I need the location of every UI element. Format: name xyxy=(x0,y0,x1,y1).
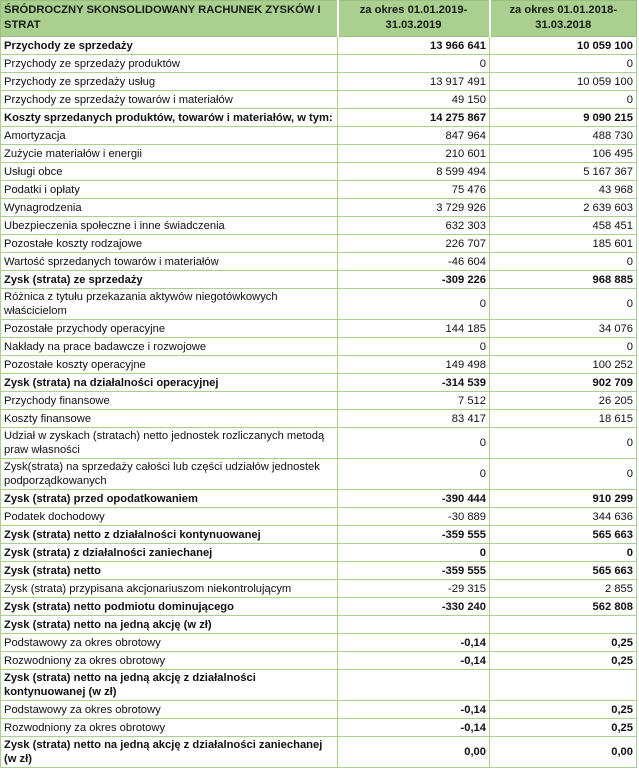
table-row xyxy=(1,320,637,338)
row-label: Przychody ze sprzedaży usług xyxy=(1,73,338,91)
row-label: Podstawowy za okres obrotowy xyxy=(1,701,338,719)
row-value-2018: 0 xyxy=(490,338,637,356)
row-value-2018: 0 xyxy=(490,253,637,271)
row-value-2018: 344 636 xyxy=(490,508,637,526)
row-label: Ubezpieczenia społeczne i inne świadczenia xyxy=(1,217,338,235)
row-value-2019: 144 185 xyxy=(338,320,490,338)
row-value-2018: 488 730 xyxy=(490,127,637,145)
header-label: ŚRÓDROCZNY SKONSOLIDOWANY RACHUNEK ZYSKÓW I STRAT xyxy=(1,1,338,37)
row-value-2018: 2 639 603 xyxy=(490,199,637,217)
table-row xyxy=(1,670,637,701)
row-value-2019: -30 889 xyxy=(338,508,490,526)
table-row xyxy=(1,127,637,145)
row-value-2019: 149 498 xyxy=(338,356,490,374)
row-value-2018: 0,25 xyxy=(490,701,637,719)
row-label: Zysk (strata) netto xyxy=(1,562,338,580)
row-value-2018: 0 xyxy=(490,544,637,562)
table-row xyxy=(1,719,637,737)
row-value-2019: -29 315 xyxy=(338,580,490,598)
table-row xyxy=(1,598,637,616)
row-value-2019: -330 240 xyxy=(338,598,490,616)
row-value-2019: 210 601 xyxy=(338,145,490,163)
row-value-2018 xyxy=(490,670,637,701)
table-row xyxy=(1,289,637,320)
table-row xyxy=(1,145,637,163)
table-row xyxy=(1,37,637,55)
table-body xyxy=(1,37,637,768)
row-label: Przychody ze sprzedaży produktów xyxy=(1,55,338,73)
row-value-2018: 185 601 xyxy=(490,235,637,253)
table-row xyxy=(1,562,637,580)
row-label: Zysk (strata) netto z działalności kontynuowanej xyxy=(1,526,338,544)
row-value-2018: 100 252 xyxy=(490,356,637,374)
table-row xyxy=(1,217,637,235)
row-label: Rozwodniony za okres obrotowy xyxy=(1,652,338,670)
row-label: Podatek dochodowy xyxy=(1,508,338,526)
table-row xyxy=(1,526,637,544)
row-value-2019: 13 917 491 xyxy=(338,73,490,91)
row-value-2018: 458 451 xyxy=(490,217,637,235)
row-value-2018: 0 xyxy=(490,91,637,109)
row-value-2018: 9 090 215 xyxy=(490,109,637,127)
row-label: Pozostałe koszty operacyjne xyxy=(1,356,338,374)
row-value-2018: 10 059 100 xyxy=(490,73,637,91)
table-row xyxy=(1,701,637,719)
row-value-2019: 3 729 926 xyxy=(338,199,490,217)
table-row xyxy=(1,109,637,127)
row-value-2019: 0,00 xyxy=(338,737,490,768)
row-value-2019: 0 xyxy=(338,428,490,459)
row-value-2019 xyxy=(338,670,490,701)
row-value-2018: 565 663 xyxy=(490,562,637,580)
row-value-2019: -0,14 xyxy=(338,652,490,670)
row-value-2018: 106 495 xyxy=(490,145,637,163)
row-label: Usługi obce xyxy=(1,163,338,181)
row-value-2019: 632 303 xyxy=(338,217,490,235)
row-value-2018: 0,25 xyxy=(490,719,637,737)
row-value-2019: -314 539 xyxy=(338,374,490,392)
row-value-2019: 14 275 867 xyxy=(338,109,490,127)
row-label: Zysk (strata) na działalności operacyjnej xyxy=(1,374,338,392)
header-period-2018: za okres 01.01.2018-31.03.2018 xyxy=(490,1,637,37)
table-row xyxy=(1,181,637,199)
row-label: Wartość sprzedanych towarów i materiałów xyxy=(1,253,338,271)
row-label: Amortyzacja xyxy=(1,127,338,145)
row-value-2018: 43 968 xyxy=(490,181,637,199)
table-row xyxy=(1,55,637,73)
row-label: Przychody ze sprzedaży towarów i materiałów xyxy=(1,91,338,109)
table-row xyxy=(1,73,637,91)
row-value-2018: 34 076 xyxy=(490,320,637,338)
row-label: Zysk (strata) netto na jedną akcję z działalności zaniechanej (w zł) xyxy=(1,737,338,768)
row-value-2018: 0,25 xyxy=(490,652,637,670)
row-label: Pozostałe przychody operacyjne xyxy=(1,320,338,338)
row-value-2018: 562 808 xyxy=(490,598,637,616)
row-label: Podstawowy za okres obrotowy xyxy=(1,634,338,652)
row-label: Pozostałe koszty rodzajowe xyxy=(1,235,338,253)
row-value-2019: -0,14 xyxy=(338,701,490,719)
table-row xyxy=(1,428,637,459)
header-row xyxy=(1,1,637,37)
row-value-2019 xyxy=(338,616,490,634)
row-value-2018: 2 855 xyxy=(490,580,637,598)
table-row xyxy=(1,737,637,768)
row-value-2019: 83 417 xyxy=(338,410,490,428)
row-label: Zysk (strata) ze sprzedaży xyxy=(1,271,338,289)
row-value-2018: 0,25 xyxy=(490,634,637,652)
row-value-2019: 75 476 xyxy=(338,181,490,199)
row-value-2018: 0 xyxy=(490,428,637,459)
row-value-2019: -0,14 xyxy=(338,719,490,737)
table-row xyxy=(1,616,637,634)
row-label: Zużycie materiałów i energii xyxy=(1,145,338,163)
row-value-2019: 13 966 641 xyxy=(338,37,490,55)
row-value-2019: -46 604 xyxy=(338,253,490,271)
row-label: Zysk (strata) netto na jedną akcję (w zł) xyxy=(1,616,338,634)
row-label: Koszty finansowe xyxy=(1,410,338,428)
row-value-2018: 0,00 xyxy=(490,737,637,768)
row-value-2018: 565 663 xyxy=(490,526,637,544)
row-label: Zysk (strata) z działalności zaniechanej xyxy=(1,544,338,562)
table-row xyxy=(1,374,637,392)
table-row xyxy=(1,580,637,598)
row-value-2019: 0 xyxy=(338,338,490,356)
table-row xyxy=(1,459,637,490)
row-value-2019: 7 512 xyxy=(338,392,490,410)
row-value-2019: 226 707 xyxy=(338,235,490,253)
row-value-2019: 0 xyxy=(338,459,490,490)
row-value-2019: -359 555 xyxy=(338,562,490,580)
row-value-2018: 910 299 xyxy=(490,490,637,508)
table-row xyxy=(1,652,637,670)
table-row xyxy=(1,253,637,271)
row-value-2019: 0 xyxy=(338,289,490,320)
row-label: Przychody finansowe xyxy=(1,392,338,410)
row-value-2019: -359 555 xyxy=(338,526,490,544)
table-row xyxy=(1,356,637,374)
row-label: Koszty sprzedanych produktów, towarów i materiałów, w tym: xyxy=(1,109,338,127)
row-label: Nakłady na prace badawcze i rozwojowe xyxy=(1,338,338,356)
row-label: Zysk (strata) przypisana akcjonariuszom niekontrolującym xyxy=(1,580,338,598)
table-row xyxy=(1,199,637,217)
table-row xyxy=(1,544,637,562)
row-label: Zysk (strata) netto podmiotu dominującego xyxy=(1,598,338,616)
table-row xyxy=(1,91,637,109)
row-value-2019: 8 599 494 xyxy=(338,163,490,181)
row-label: Zysk (strata) netto na jedną akcję z działalności kontynuowanej (w zł) xyxy=(1,670,338,701)
row-value-2018: 18 615 xyxy=(490,410,637,428)
row-value-2019: -390 444 xyxy=(338,490,490,508)
row-value-2018: 26 205 xyxy=(490,392,637,410)
row-value-2018: 5 167 367 xyxy=(490,163,637,181)
row-value-2018: 0 xyxy=(490,55,637,73)
row-value-2018: 0 xyxy=(490,459,637,490)
row-value-2019: 0 xyxy=(338,544,490,562)
table-row xyxy=(1,634,637,652)
row-label: Przychody ze sprzedaży xyxy=(1,37,338,55)
row-value-2019: 847 964 xyxy=(338,127,490,145)
row-label: Wynagrodzenia xyxy=(1,199,338,217)
row-value-2018: 10 059 100 xyxy=(490,37,637,55)
row-value-2018: 968 885 xyxy=(490,271,637,289)
table-row xyxy=(1,271,637,289)
row-label: Rozwodniony za okres obrotowy xyxy=(1,719,338,737)
table-row xyxy=(1,508,637,526)
row-value-2019: -309 226 xyxy=(338,271,490,289)
table-row xyxy=(1,490,637,508)
row-value-2019: 0 xyxy=(338,55,490,73)
table-row xyxy=(1,410,637,428)
row-value-2018 xyxy=(490,616,637,634)
row-label: Podatki i opłaty xyxy=(1,181,338,199)
row-label: Zysk(strata) na sprzedaży całości lub części udziałów jednostek podporządkowanych xyxy=(1,459,338,490)
table-row xyxy=(1,235,637,253)
table-row xyxy=(1,163,637,181)
row-value-2019: -0,14 xyxy=(338,634,490,652)
header-period-2019: za okres 01.01.2019-31.03.2019 xyxy=(338,1,490,37)
table-row xyxy=(1,338,637,356)
row-label: Różnica z tytułu przekazania aktywów niegotówkowych właścicielom xyxy=(1,289,338,320)
row-value-2018: 0 xyxy=(490,289,637,320)
row-value-2018: 902 709 xyxy=(490,374,637,392)
row-label: Udział w zyskach (stratach) netto jednostek rozliczanych metodą praw własności xyxy=(1,428,338,459)
row-value-2019: 49 150 xyxy=(338,91,490,109)
row-label: Zysk (strata) przed opodatkowaniem xyxy=(1,490,338,508)
table-row xyxy=(1,392,637,410)
